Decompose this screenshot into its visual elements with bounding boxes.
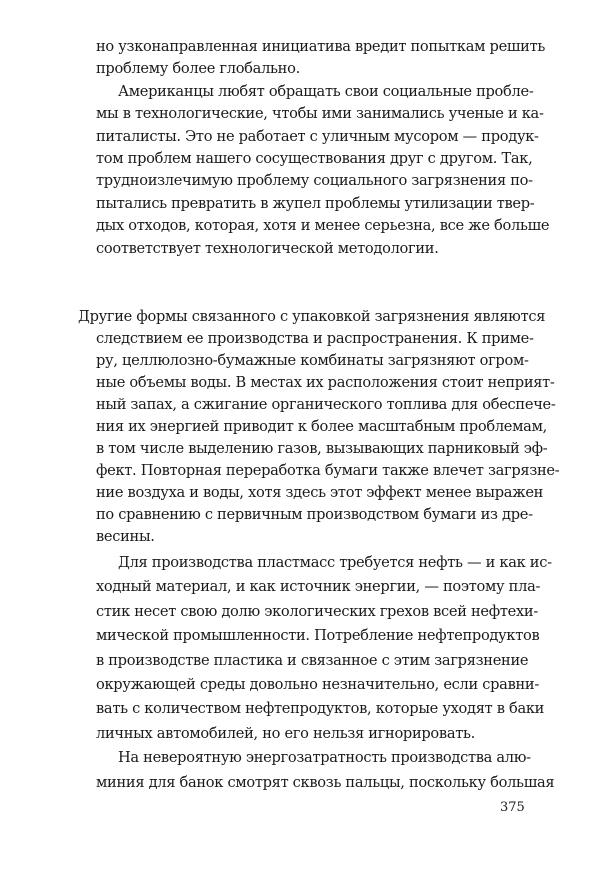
text-line: миния для банок смотрят сквозь пальцы, поскольку большая xyxy=(96,773,555,791)
text-line: том проблем нашего сосуществования друг с другом. Так, xyxy=(96,149,533,167)
text-line: личных автомобилей, но его нельзя игнорировать. xyxy=(96,724,475,742)
text-line: стик несет свою долю экологических грехов всей нефтехи- xyxy=(96,602,538,620)
text-block-2 xyxy=(78,306,560,548)
paragraph xyxy=(78,306,560,548)
text-line: по сравнению с первичным производством бумаги из дре- xyxy=(96,506,533,523)
text-line: Другие формы связанного с упаковкой загрязнения являются xyxy=(78,308,546,325)
text-line: фект. Повторная переработка бумаги также влечет загрязне- xyxy=(96,462,560,479)
text-line: соответствует технологической методологии. xyxy=(96,239,439,257)
text-line: дых отходов, которая, хотя и менее серьезна, все же больше xyxy=(96,217,550,235)
text-block-1 xyxy=(96,36,550,260)
text-line: На невероятную энергозатратность производства алю- xyxy=(118,749,531,767)
text-line: питалисты. Это не работает с уличным мусором — продук- xyxy=(96,127,539,145)
text-line: ходный материал, и как источник энергии, — поэтому пла- xyxy=(96,578,541,596)
text-line: в том числе выделению газов, вызывающих парниковый эф- xyxy=(96,440,548,457)
text-line: пытались превратить в жупел проблемы утилизации твер- xyxy=(96,194,535,212)
paragraph xyxy=(96,551,552,746)
text-line: ные объемы воды. В местах их расположения стоит неприят- xyxy=(96,374,555,391)
text-line: ние воздуха и воды, хотя здесь этот эффект менее выражен xyxy=(96,484,544,501)
text-line: окружающей среды довольно незначительно, если сравни- xyxy=(96,675,539,693)
text-line: ру, целлюлозно-бумажные комбинаты загрязняют огром- xyxy=(96,352,529,369)
text-line: проблему более глобально. xyxy=(96,60,300,78)
text-line: трудноизлечимую проблему социального загрязнения по- xyxy=(96,172,533,190)
text-line: Для производства пластмасс требуется нефть — и как ис- xyxy=(118,554,552,571)
paragraph xyxy=(96,746,555,795)
text-line: мы в технологические, чтобы ими занимались ученые и ка- xyxy=(96,105,544,123)
text-line: в производстве пластика и связанное с этим загрязнение xyxy=(96,651,529,669)
paragraph xyxy=(96,81,550,260)
text-line: ния их энергией приводит к более масштабным проблемам, xyxy=(96,418,547,435)
page-number: 375 xyxy=(500,800,525,815)
text-line: вать с количеством нефтепродуктов, которые уходят в баки xyxy=(96,700,545,718)
text-block-3 xyxy=(96,551,555,795)
paragraph xyxy=(96,36,546,81)
text-line: мической промышленности. Потребление нефтепродуктов xyxy=(96,627,540,645)
text-line: но узконаправленная инициатива вредит попыткам решить xyxy=(96,38,546,55)
text-line: Американцы любят обращать свои социальные пробле- xyxy=(118,82,534,100)
text-line: ный запах, а сжигание органического топлива для обеспече- xyxy=(96,396,556,413)
text-line: следствием ее производства и распространения. К приме- xyxy=(96,330,534,347)
text-line: весины. xyxy=(96,528,155,545)
